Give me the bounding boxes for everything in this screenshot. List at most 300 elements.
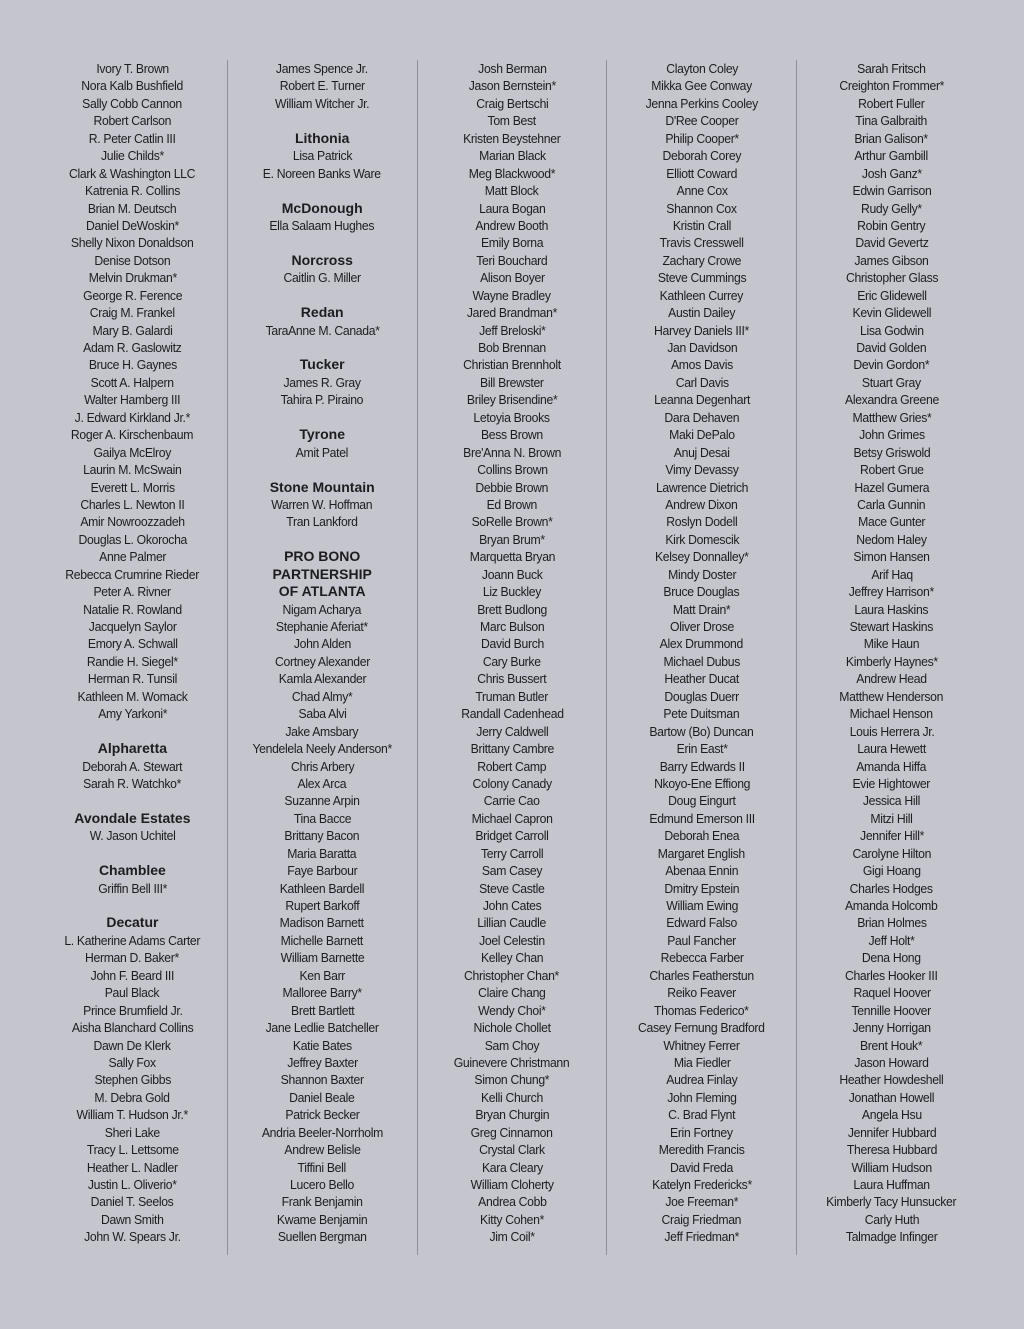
name-entry: Ed Brown bbox=[486, 496, 538, 512]
name-entry: Thomas Federico* bbox=[654, 1002, 750, 1018]
name-entry: Brett Budlong bbox=[477, 601, 547, 617]
name-entry: Pete Duitsman bbox=[663, 706, 740, 722]
name-entry: Josh Berman bbox=[477, 61, 547, 76]
name-entry: Brian Holmes bbox=[856, 915, 927, 931]
name-entry: Robert Carlson bbox=[93, 113, 172, 129]
name-entry: Dara Dehaven bbox=[664, 409, 740, 425]
name-entry: W. Jason Uchitel bbox=[89, 828, 176, 844]
name-entry: Anne Cox bbox=[676, 183, 728, 199]
name-entry: Jenny Horrigan bbox=[852, 1020, 931, 1036]
name-entry: Lucero Bello bbox=[290, 1177, 355, 1192]
name-entry: Chad Almy* bbox=[291, 688, 353, 704]
name-entry: M. Debra Gold bbox=[94, 1089, 170, 1105]
name-entry: Rudy Gelly* bbox=[861, 200, 923, 216]
name-entry: Charles Hodges bbox=[850, 880, 934, 896]
name-entry: Deborah Enea bbox=[664, 828, 740, 844]
name-entry: Simon Chung* bbox=[474, 1072, 550, 1088]
name-entry: Stuart Gray bbox=[862, 374, 922, 390]
name-entry: Philip Cooper* bbox=[665, 130, 739, 146]
name-entry: Rebecca Farber bbox=[660, 950, 744, 966]
name-entry: Simon Hansen bbox=[853, 549, 930, 565]
name-column-5 bbox=[796, 60, 986, 1255]
name-entry: Nigam Acharya bbox=[282, 601, 362, 617]
name-entry: Saba Alvi bbox=[298, 706, 347, 722]
name-entry: Raquel Hoover bbox=[852, 985, 931, 1001]
name-entry: Jan Davidson bbox=[666, 340, 737, 355]
name-entry: Bruce Douglas bbox=[663, 584, 740, 600]
name-entry: Casey Fernung Bradford bbox=[638, 1020, 766, 1036]
name-entry: Emily Borna bbox=[480, 235, 544, 251]
name-entry: Matthew Henderson bbox=[839, 688, 944, 704]
name-entry: Randie H. Siegel* bbox=[86, 653, 178, 669]
name-entry: Margaret English bbox=[658, 845, 746, 861]
name-entry: Liz Buckley bbox=[482, 584, 542, 600]
name-entry: Erin East* bbox=[676, 741, 728, 757]
name-entry: D'Ree Cooper bbox=[665, 113, 739, 129]
name-entry: Laurin M. McSwain bbox=[83, 462, 182, 478]
name-entry: Joann Buck bbox=[481, 566, 543, 582]
name-entry: John Alden bbox=[293, 636, 351, 652]
name-entry: Wendy Choi* bbox=[478, 1002, 546, 1018]
name-entry: Kimberly Tacy Hunsucker bbox=[826, 1194, 957, 1210]
name-column-4 bbox=[606, 60, 796, 1255]
name-entry: Edward Falso bbox=[666, 915, 738, 931]
name-entry: Clark & Washington LLC bbox=[69, 165, 196, 181]
name-entry: Kathleen M. Womack bbox=[77, 688, 188, 704]
name-entry: R. Peter Catlin III bbox=[88, 130, 176, 146]
name-entry: Dawn De Klerk bbox=[93, 1037, 172, 1053]
name-entry: Jeff Holt* bbox=[868, 932, 915, 948]
name-entry: Oliver Drose bbox=[669, 619, 734, 634]
name-entry: Heather Ducat bbox=[664, 671, 740, 687]
name-entry: Nkoyo-Ene Effiong bbox=[653, 775, 750, 791]
name-entry: John Cates bbox=[482, 898, 542, 913]
name-entry: Talmadge Infinger bbox=[845, 1229, 938, 1245]
name-entry: Travis Cresswell bbox=[659, 235, 744, 251]
section-heading: Lithonia bbox=[294, 129, 350, 146]
name-entry: Bryan Brum* bbox=[479, 531, 545, 547]
name-entry: Erin Fortney bbox=[670, 1124, 734, 1140]
name-entry: Sarah R. Watchko* bbox=[83, 775, 182, 791]
name-entry: Tiffini Bell bbox=[298, 1159, 347, 1175]
name-entry: Heather L. Nadler bbox=[86, 1159, 178, 1175]
name-entry: Mia Fiedler bbox=[673, 1054, 731, 1070]
name-entry: Christopher Chan* bbox=[464, 967, 560, 983]
name-entry: Heather Howdeshell bbox=[839, 1072, 944, 1088]
name-entry: Mindy Doster bbox=[667, 566, 736, 582]
name-entry: Chris Arbery bbox=[290, 758, 354, 774]
name-entry: Jared Brandman* bbox=[466, 305, 558, 321]
section-heading: Norcross bbox=[291, 251, 353, 268]
name-entry: Colony Canady bbox=[472, 775, 552, 791]
name-entry: Arif Haq bbox=[870, 566, 913, 582]
name-entry: Alex Drummond bbox=[660, 636, 744, 652]
name-entry: Sheri Lake bbox=[104, 1124, 160, 1140]
name-entry: Crystal Clark bbox=[479, 1142, 545, 1158]
name-entry: Jeffrey Harrison* bbox=[848, 584, 935, 600]
name-entry: Amanda Holcomb bbox=[845, 898, 938, 913]
name-entry: Andrew Belisle bbox=[284, 1142, 361, 1158]
name-entry: Brian Galison* bbox=[854, 130, 929, 146]
name-entry: Claire Chang bbox=[478, 985, 546, 1001]
name-entry: Brett Bartlett bbox=[290, 1002, 354, 1018]
name-entry: L. Katherine Adams Carter bbox=[64, 932, 201, 948]
name-entry: Tina Galbraith bbox=[855, 113, 928, 129]
name-entry: Debbie Brown bbox=[475, 479, 549, 495]
name-entry: Kwame Benjamin bbox=[276, 1211, 368, 1227]
name-entry: Katelyn Fredericks* bbox=[651, 1177, 752, 1192]
name-entry: Sarah Fritsch bbox=[857, 61, 926, 76]
name-entry: Meg Blackwood* bbox=[468, 165, 556, 181]
name-entry: Chris Bussert bbox=[477, 671, 547, 687]
name-entry: Gigi Hoang bbox=[862, 863, 921, 879]
name-entry: Matt Block bbox=[485, 183, 539, 199]
name-entry: Doug Eingurt bbox=[668, 793, 736, 809]
name-entry: Nora Kalb Bushfield bbox=[81, 78, 184, 94]
name-entry: Jake Amsbary bbox=[285, 723, 359, 739]
name-entry: Jonathan Howell bbox=[848, 1089, 935, 1105]
name-entry: Malloree Barry* bbox=[282, 985, 362, 1001]
name-entry: Jennifer Hill* bbox=[859, 828, 924, 844]
name-entry: James Gibson bbox=[854, 252, 929, 268]
name-entry: Jessica Hill bbox=[862, 793, 921, 809]
name-entry: Amos Davis bbox=[670, 357, 733, 373]
name-entry: Herman R. Tunsil bbox=[87, 671, 177, 687]
name-entry: Theresa Hubbard bbox=[846, 1142, 937, 1158]
name-entry: Hazel Gumera bbox=[854, 479, 930, 495]
name-entry: Leanna Degenhart bbox=[653, 392, 750, 408]
name-entry: Elliott Coward bbox=[666, 165, 738, 181]
name-entry: Barry Edwards II bbox=[659, 758, 745, 774]
name-entry: William T. Hudson Jr.* bbox=[76, 1107, 189, 1123]
name-entry: Robert Fuller bbox=[858, 95, 925, 111]
name-entry: Nedom Haley bbox=[856, 531, 927, 547]
name-entry: Christian Brennholt bbox=[463, 357, 561, 373]
name-entry: Sally Cobb Cannon bbox=[82, 95, 183, 111]
name-entry: Briley Brisendine* bbox=[466, 392, 558, 408]
name-entry: Whitney Ferrer bbox=[663, 1037, 740, 1053]
name-entry: Christopher Glass bbox=[845, 270, 938, 286]
name-entry: Wayne Bradley bbox=[472, 287, 552, 303]
name-entry: Laura Hewett bbox=[857, 741, 926, 757]
name-column-1 bbox=[38, 60, 227, 1255]
name-entry: Sally Fox bbox=[108, 1054, 157, 1070]
name-entry: Clayton Coley bbox=[665, 61, 738, 76]
name-entry: Bryan Churgin bbox=[475, 1107, 549, 1123]
name-entry: Madison Barnett bbox=[280, 915, 365, 931]
name-entry: Craig Bertschi bbox=[475, 95, 549, 111]
name-entry: Kara Cleary bbox=[481, 1159, 543, 1175]
name-entry: Frank Benjamin bbox=[281, 1194, 363, 1210]
name-entry: Kitty Cohen* bbox=[479, 1211, 544, 1227]
name-entry: Robert Grue bbox=[859, 462, 924, 478]
name-entry: Douglas Duerr bbox=[664, 688, 740, 704]
name-entry: Katie Bates bbox=[292, 1037, 352, 1053]
name-column-3 bbox=[417, 60, 607, 1255]
section-heading: OF ATLANTA bbox=[278, 583, 366, 600]
name-entry: Paul Black bbox=[105, 985, 160, 1001]
name-entry: Anne Palmer bbox=[98, 549, 166, 565]
name-entry: Craig M. Frankel bbox=[89, 305, 175, 321]
name-entry: Daniel DeWoskin* bbox=[85, 217, 179, 233]
name-entry: Kirk Domescik bbox=[664, 531, 739, 547]
name-entry: Tahira P. Piraino bbox=[280, 392, 364, 408]
name-entry: Yendelela Neely Anderson* bbox=[252, 741, 392, 757]
name-entry: Kristin Crall bbox=[672, 217, 731, 233]
name-entry: TaraAnne M. Canada* bbox=[265, 322, 380, 338]
name-entry: C. Brad Flynt bbox=[668, 1107, 736, 1123]
name-entry: Mikka Gee Conway bbox=[651, 78, 753, 94]
name-entry: Faye Barbour bbox=[287, 863, 358, 879]
name-entry: SoRelle Brown* bbox=[471, 514, 553, 530]
name-entry: Griffin Bell III* bbox=[97, 880, 167, 896]
name-entry: Shannon Baxter bbox=[280, 1072, 364, 1088]
name-entry: Justin L. Oliverio* bbox=[87, 1177, 177, 1192]
section-heading: PARTNERSHIP bbox=[272, 565, 372, 582]
name-entry: Alex Arca bbox=[297, 775, 347, 791]
name-entry: Greg Cinnamon bbox=[470, 1124, 553, 1140]
name-entry: Edmund Emerson III bbox=[649, 810, 755, 826]
name-entry: Harvey Daniels III* bbox=[654, 322, 750, 338]
name-entry: Stephanie Aferiat* bbox=[276, 619, 369, 634]
name-entry: Shannon Cox bbox=[666, 200, 738, 216]
name-entry: Andrew Dixon bbox=[665, 496, 738, 512]
name-entry: Carly Huth bbox=[864, 1211, 919, 1227]
name-entry: Michael Henson bbox=[850, 706, 934, 722]
name-entry: Zachary Crowe bbox=[662, 252, 742, 268]
name-entry: Shelly Nixon Donaldson bbox=[71, 235, 194, 251]
name-entry: Ken Barr bbox=[299, 967, 345, 983]
name-entry: Arthur Gambill bbox=[854, 148, 929, 164]
name-entry: Andria Beeler-Norrholm bbox=[261, 1124, 383, 1140]
name-entry: Paul Fancher bbox=[667, 932, 737, 948]
name-entry: Truman Butler bbox=[475, 688, 549, 704]
name-entry: Vimy Devassy bbox=[665, 462, 739, 478]
name-entry: William Witcher Jr. bbox=[275, 95, 370, 111]
name-entry: Rupert Barkoff bbox=[285, 898, 360, 913]
name-entry: Josh Ganz* bbox=[861, 165, 922, 181]
name-entry: Carrie Cao bbox=[484, 793, 540, 809]
section-heading: Decatur bbox=[106, 914, 159, 931]
name-entry: Maria Baratta bbox=[287, 845, 357, 861]
name-entry: Brent Houk* bbox=[860, 1037, 923, 1053]
name-entry: Angela Hsu bbox=[861, 1107, 922, 1123]
name-entry: Dena Hong bbox=[862, 950, 922, 966]
name-entry: Teri Bouchard bbox=[476, 252, 548, 268]
name-entry: Mary B. Galardi bbox=[92, 322, 173, 338]
name-entry: Evie Hightower bbox=[852, 775, 931, 791]
name-entry: Charles Featherstun bbox=[649, 967, 755, 983]
name-entry: Lisa Patrick bbox=[292, 148, 352, 164]
name-entry: William Hudson bbox=[851, 1159, 932, 1175]
name-entry: Amit Patel bbox=[295, 444, 349, 460]
name-entry: Dawn Smith bbox=[101, 1211, 164, 1227]
name-entry: John F. Beard III bbox=[90, 967, 175, 983]
name-entry: Kathleen Currey bbox=[660, 287, 744, 303]
name-entry: Scott A. Halpern bbox=[90, 374, 174, 390]
name-entry: Craig Friedman bbox=[661, 1211, 742, 1227]
name-entry: Andrew Head bbox=[856, 671, 927, 687]
name-entry: Robert E. Turner bbox=[279, 78, 365, 94]
name-entry: James R. Gray bbox=[283, 374, 361, 390]
name-entry: Amir Nowroozzadeh bbox=[80, 514, 185, 530]
name-entry: William Barnette bbox=[280, 950, 365, 966]
name-entry: Suzanne Arpin bbox=[284, 793, 360, 809]
name-entry: Ivory T. Brown bbox=[96, 61, 169, 76]
name-entry: Bess Brown bbox=[481, 427, 543, 443]
name-entry: George R. Ference bbox=[82, 287, 182, 303]
name-entry: E. Noreen Banks Ware bbox=[263, 165, 382, 181]
name-entry: Julie Childs* bbox=[100, 148, 164, 164]
section-heading: Avondale Estates bbox=[74, 809, 191, 826]
name-entry: Andrew Booth bbox=[475, 217, 549, 233]
section-heading: Stone Mountain bbox=[269, 478, 375, 495]
name-column-2 bbox=[227, 60, 417, 1255]
name-entry: Bridget Carroll bbox=[475, 828, 549, 844]
name-entry: Katrenia R. Collins bbox=[84, 183, 180, 199]
section-heading: McDonough bbox=[281, 199, 363, 216]
name-entry: Warren W. Hoffman bbox=[271, 496, 373, 512]
name-entry: Carolyne Hilton bbox=[852, 845, 931, 861]
name-entry: Bob Brennan bbox=[478, 340, 546, 355]
name-entry: David Golden bbox=[856, 340, 927, 355]
name-entry: Carla Gunnin bbox=[857, 496, 926, 512]
section-heading: Tucker bbox=[299, 356, 345, 373]
name-entry: Matt Drain* bbox=[673, 601, 731, 617]
section-heading: Tyrone bbox=[299, 426, 346, 443]
name-entry: Herman D. Baker* bbox=[85, 950, 180, 966]
name-entry: Alexandra Greene bbox=[844, 392, 939, 408]
name-entry: Bartow (Bo) Duncan bbox=[649, 723, 754, 739]
name-entry: Mitzi Hill bbox=[870, 810, 913, 826]
name-entry: Maki DePalo bbox=[668, 427, 735, 443]
name-entry: Stewart Haskins bbox=[849, 619, 934, 634]
name-entry: Walter Hamberg III bbox=[84, 392, 181, 408]
name-entry: Denise Dotson bbox=[94, 252, 171, 268]
name-entry: Ella Salaam Hughes bbox=[269, 217, 375, 233]
name-entry: Joel Celestin bbox=[479, 932, 545, 948]
name-entry: Austin Dailey bbox=[668, 305, 736, 321]
name-entry: Steve Castle bbox=[479, 880, 545, 896]
name-entry: Adam R. Gaslowitz bbox=[83, 340, 182, 355]
name-entry: Abenaa Ennin bbox=[665, 863, 739, 879]
name-entry: Amanda Hiffa bbox=[856, 758, 927, 774]
name-entry: Laura Huffman bbox=[853, 1177, 930, 1192]
name-entry: Robin Gentry bbox=[857, 217, 926, 233]
name-entry: Roslyn Dodell bbox=[666, 514, 738, 530]
name-entry: Deborah Corey bbox=[662, 148, 742, 164]
name-entry: Brittany Bacon bbox=[284, 828, 360, 844]
name-entry: Jacquelyn Saylor bbox=[88, 619, 177, 634]
name-entry: Mike Haun bbox=[863, 636, 920, 652]
name-entry: Steve Cummings bbox=[657, 270, 747, 286]
name-entry: Aisha Blanchard Collins bbox=[71, 1020, 194, 1036]
name-entry: Marquetta Bryan bbox=[469, 549, 555, 565]
name-entry: Charles L. Newton II bbox=[80, 496, 185, 512]
name-entry: Randall Cadenhead bbox=[460, 706, 564, 722]
name-entry: Reiko Feaver bbox=[667, 985, 737, 1001]
name-entry: Kamla Alexander bbox=[278, 671, 366, 687]
name-entry: Creighton Frommer* bbox=[839, 78, 944, 94]
name-entry: Jennifer Hubbard bbox=[847, 1124, 936, 1140]
name-entry: Gailya McElroy bbox=[93, 444, 172, 460]
name-entry: Melvin Drukman* bbox=[88, 270, 177, 286]
section-heading: PRO BONO bbox=[284, 548, 361, 565]
name-entry: Lawrence Dietrich bbox=[655, 479, 748, 495]
name-entry: Daniel Beale bbox=[289, 1089, 355, 1105]
name-entry: Roger A. Kirschenbaum bbox=[71, 427, 194, 443]
name-entry: Mace Gunter bbox=[858, 514, 926, 530]
name-entry: Anuj Desai bbox=[673, 444, 730, 460]
name-entry: David Gevertz bbox=[855, 235, 929, 251]
name-entry: Kevin Glidewell bbox=[852, 305, 931, 321]
name-entry: James Spence Jr. bbox=[276, 61, 369, 76]
name-entry: Guinevere Christmann bbox=[454, 1054, 570, 1070]
name-entry: Bill Brewster bbox=[480, 374, 544, 390]
name-entry: William Ewing bbox=[665, 898, 738, 913]
name-entry: Terry Carroll bbox=[480, 845, 544, 861]
name-entry: Cary Burke bbox=[483, 653, 541, 669]
name-entry: Kimberly Haynes* bbox=[845, 653, 938, 669]
name-entry: Meredith Francis bbox=[658, 1142, 745, 1158]
name-entry: Jeff Friedman* bbox=[664, 1229, 740, 1245]
name-entry: Jerry Caldwell bbox=[475, 723, 549, 739]
name-entry: Lillian Caudle bbox=[477, 915, 547, 931]
name-entry: Jeffrey Baxter bbox=[286, 1054, 358, 1070]
name-entry: Matthew Gries* bbox=[852, 409, 932, 425]
name-entry: William Cloherty bbox=[470, 1177, 554, 1192]
name-entry: Jeff Breloski* bbox=[478, 322, 546, 338]
name-entry: Kelsey Donnalley* bbox=[654, 549, 749, 565]
name-entry: J. Edward Kirkland Jr.* bbox=[74, 409, 191, 425]
name-entry: Natalie R. Rowland bbox=[83, 601, 182, 617]
name-entry: Jason Bernstein* bbox=[468, 78, 556, 94]
name-entry: Charles Hooker III bbox=[845, 967, 938, 983]
section-heading: Alpharetta bbox=[97, 740, 168, 757]
name-entry: Alison Boyer bbox=[479, 270, 545, 286]
name-entry: Deborah A. Stewart bbox=[82, 758, 183, 774]
name-entry: Devin Gordon* bbox=[853, 357, 930, 373]
name-entry: John Fleming bbox=[667, 1089, 737, 1105]
name-entry: Kristen Beystehner bbox=[463, 130, 561, 146]
name-entry: Caitlin G. Miller bbox=[283, 270, 361, 286]
name-entry: Eric Glidewell bbox=[856, 287, 927, 303]
name-entry: Amy Yarkoni* bbox=[97, 706, 167, 722]
name-entry: Brittany Cambre bbox=[470, 741, 554, 757]
name-entry: Carl Davis bbox=[675, 374, 729, 390]
name-entry: Kathleen Bardell bbox=[279, 880, 365, 896]
name-entry: David Freda bbox=[670, 1159, 734, 1175]
name-entry: Sam Choy bbox=[484, 1037, 540, 1053]
name-entry: Tennille Hoover bbox=[851, 1002, 932, 1018]
name-entry: Jenna Perkins Cooley bbox=[645, 95, 758, 111]
name-entry: David Burch bbox=[480, 636, 544, 652]
name-entry: Louis Herrera Jr. bbox=[849, 723, 934, 739]
name-entry: Cortney Alexander bbox=[274, 653, 370, 669]
name-entry: Prince Brumfield Jr. bbox=[82, 1002, 183, 1018]
name-entry: Rebecca Crumrine Rieder bbox=[65, 566, 200, 582]
name-entry: Suellen Bergman bbox=[277, 1229, 367, 1245]
name-entry: Jane Ledlie Batcheller bbox=[265, 1020, 379, 1036]
name-entry: Marc Bulson bbox=[479, 619, 545, 634]
name-entry: Marian Black bbox=[478, 148, 546, 164]
name-entry: Lisa Godwin bbox=[859, 322, 924, 338]
name-entry: Andrea Cobb bbox=[477, 1194, 547, 1210]
name-entry: Emory A. Schwall bbox=[87, 636, 178, 652]
name-entry: Sam Casey bbox=[481, 863, 543, 879]
name-entry: Tran Lankford bbox=[286, 514, 358, 530]
name-entry: Audrea Finlay bbox=[666, 1072, 738, 1088]
